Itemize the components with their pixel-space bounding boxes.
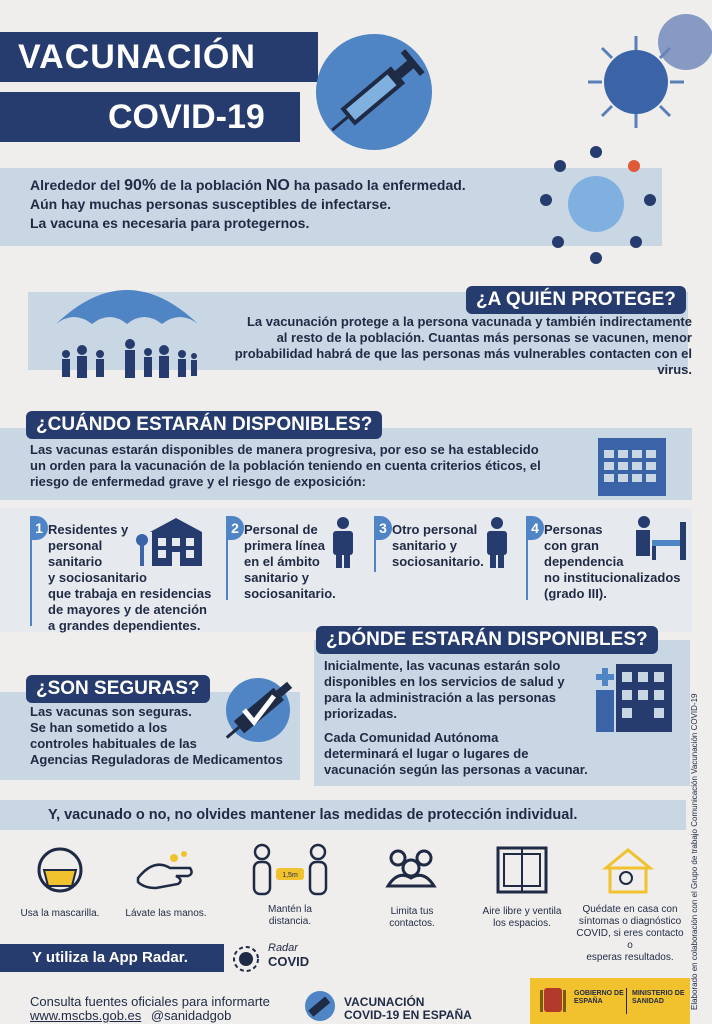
step-2-text: Personal de primera línea en el ámbito sanitario y sociosanitario. <box>244 522 336 601</box>
measure-1-label: Usa la mascarilla. <box>20 908 100 919</box>
people-virus-icon <box>540 140 660 268</box>
when-text: Las vacunas estarán disponibles de manera progresiva, por eso se ha establecido un orden para la vacunación de la población teniendo en cuenta criterios éticos, el riesgo de enfermedad grave y el riesgo de exposición: <box>30 442 541 489</box>
title-line2: COVID-19 <box>0 92 300 142</box>
intro-line1: Alrededor del 90% de la población NO ha pasado la enfermedad. <box>30 177 466 194</box>
measures-heading: Y, vacunado o no, no olvides mantener las medidas de protección individual. <box>48 807 578 823</box>
step-3-text: Otro personal sanitario y sociosanitario. <box>392 522 484 569</box>
home-icon <box>602 846 654 894</box>
step-4-text: Personas con gran dependencia no institucionalizados (grado III). <box>544 522 681 601</box>
radar-cta: Y utiliza la App Radar. <box>0 944 224 972</box>
intro-line3: La vacuna es necesaria para protegernos. <box>30 215 310 231</box>
footer-link[interactable]: www.mscbs.gob.es <box>30 1008 142 1023</box>
protect-text: La vacunación protege a la persona vacunada y también indirectamente al resto de la población. Cuantas más personas se vacunen, menor probabilidad habrá de que las personas más vulnerables contacten con el virus. <box>234 314 692 377</box>
distance-icon <box>250 842 330 898</box>
step-1-text: Residentes y personal sanitario y sociosanitario que trabaja en residencias de mayores y de atención a grandes dependientes. <box>48 522 212 633</box>
doctor-icon <box>330 516 356 568</box>
where-heading: ¿DÓNDE ESTARÁN DISPONIBLES? <box>316 626 658 654</box>
radar-logo-icon <box>230 944 264 974</box>
where-text: Inicialmente, las vacunas estarán solo disponibles en los servicios de salud y para la administración a las personas priorizadas. Cada Comunidad Autónoma determinará el lugar o lugares de vacunación según las personas a vacunar. <box>324 658 588 777</box>
footer-links <box>30 1008 231 1023</box>
gov-name: GOBIERNO DE ESPAÑA <box>574 990 624 1005</box>
campaign-text: VACUNACIÓN COVID-19 EN ESPAÑA <box>344 995 472 1022</box>
window-icon <box>494 844 550 894</box>
step-2-number: 2 <box>226 516 244 540</box>
safe-heading: ¿SON SEGURAS? <box>26 675 210 703</box>
radar-logo-text: Radar COVID <box>268 942 310 969</box>
step-3-number: 3 <box>374 516 392 540</box>
side-note: Elaborado en colaboración con el Grupo de trabajo Comunicación Vacunación COVID-19 <box>690 693 699 1010</box>
bed-patient-icon <box>632 512 690 564</box>
group-icon <box>384 846 438 894</box>
measure-2-label: Lávate las manos. <box>125 908 207 919</box>
calendar-icon <box>596 432 668 498</box>
footer-handle: @sanidadgob <box>150 1008 232 1023</box>
protect-heading: ¿A QUIÉN PROTEGE? <box>466 286 686 314</box>
step-4-number: 4 <box>526 516 544 540</box>
umbrella-icon <box>52 262 202 386</box>
vaccine-check-icon <box>222 672 302 744</box>
measure-3-label: Mantén la distancia. <box>268 904 312 927</box>
measure-6-label: Quédate en casa con síntomas o diagnóstico COVID, si eres contacto o esperas resultados. <box>576 904 684 963</box>
footer-consult: Consulta fuentes oficiales para informarte <box>30 994 270 1009</box>
nurse-icon <box>484 516 510 568</box>
gov-logo <box>530 978 690 1024</box>
measure-4-label: Limita tus contactos. <box>389 906 435 929</box>
wash-hands-icon <box>134 848 196 898</box>
step-1-number: 1 <box>30 516 48 540</box>
residence-icon <box>136 516 208 568</box>
safe-text: Las vacunas son seguras. Se han sometido a los controles habituales de las Agencias Reguladoras de Medicamentos <box>30 704 283 767</box>
syringe-icon <box>312 28 440 156</box>
measure-5-label: Aire libre y ventila los espacios. <box>482 906 562 929</box>
ministry-name: MINISTERIO DE SANIDAD <box>632 990 685 1005</box>
distance-badge: 1,5m <box>282 872 298 879</box>
campaign-logo-icon <box>304 990 336 1022</box>
mask-icon <box>36 846 84 896</box>
virus-icon <box>592 12 712 122</box>
hospital-icon <box>596 660 674 732</box>
when-heading: ¿CUÁNDO ESTARÁN DISPONIBLES? <box>26 411 382 439</box>
title-line1: VACUNACIÓN <box>0 32 318 82</box>
intro-text <box>30 176 466 233</box>
coat-of-arms-icon <box>538 984 568 1018</box>
intro-line2: Aún hay muchas personas susceptibles de infectarse. <box>30 196 392 212</box>
